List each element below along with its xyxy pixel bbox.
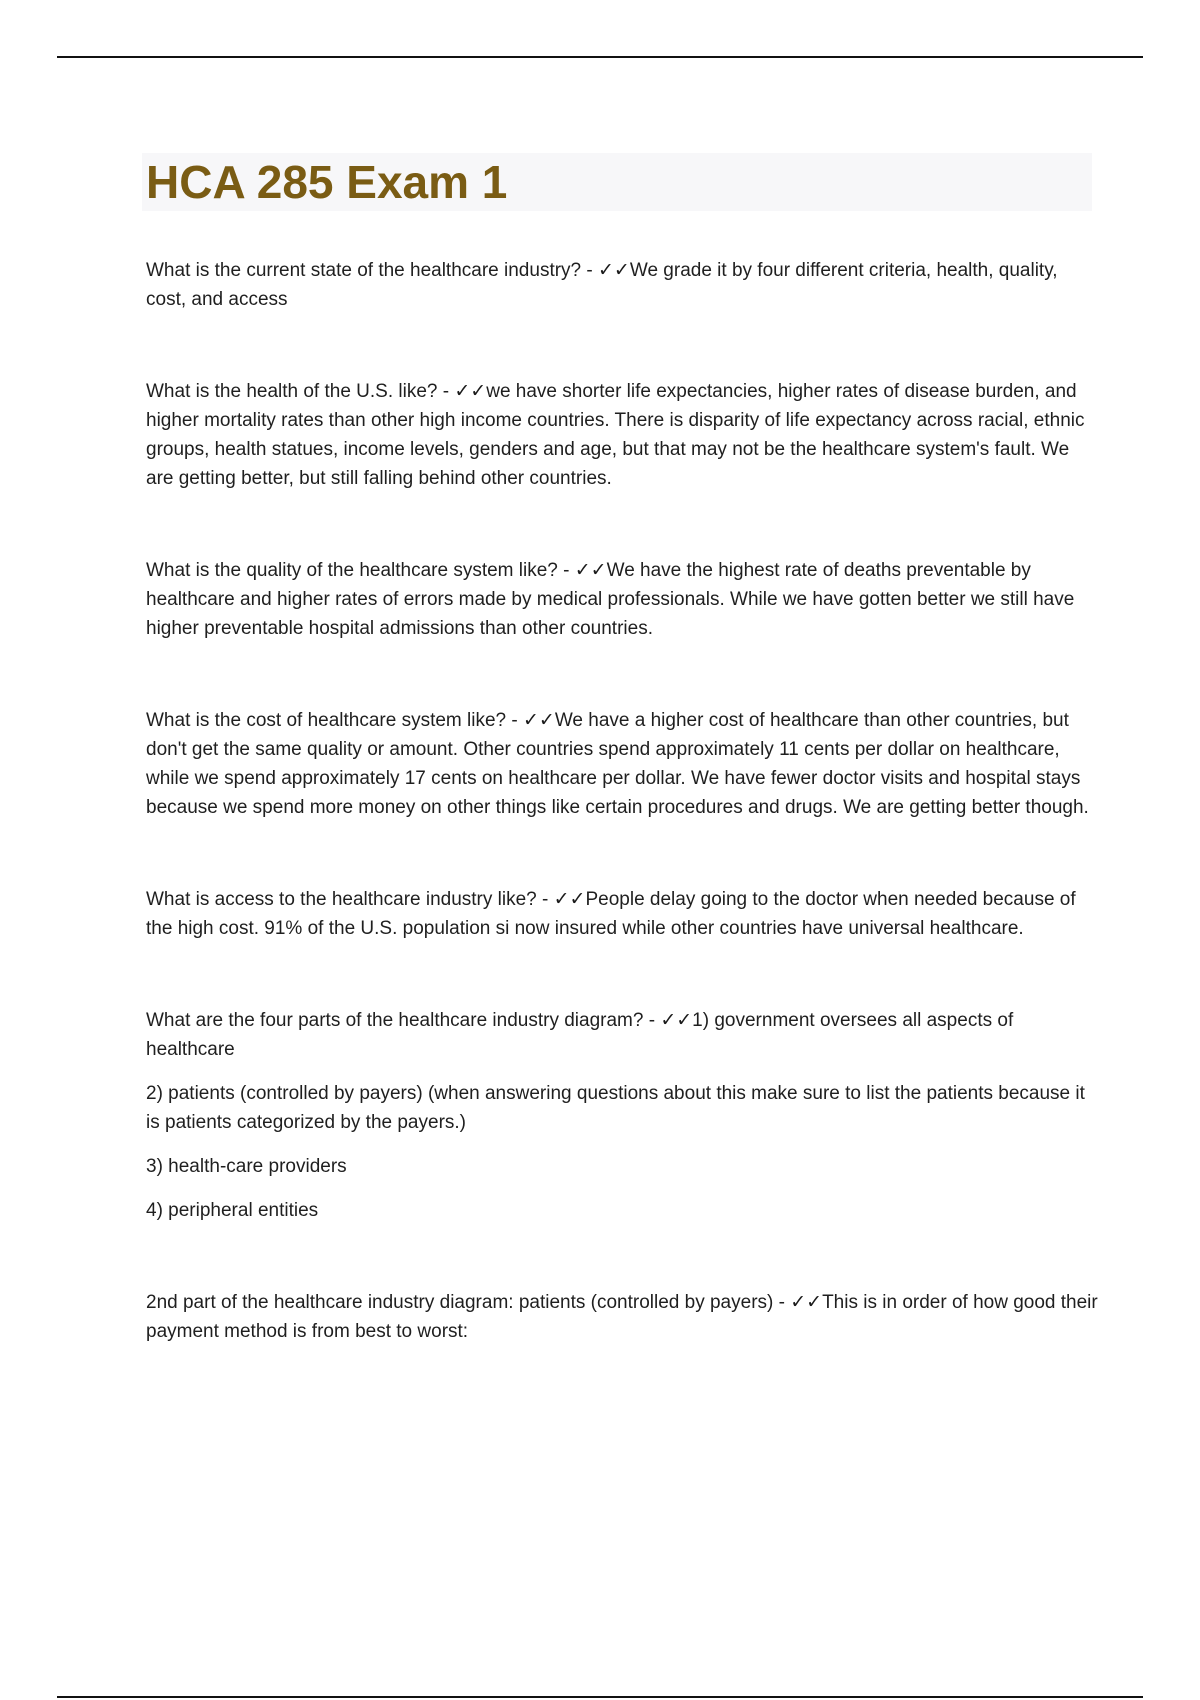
qa-list bbox=[146, 256, 1098, 1409]
answer-text: This is in order of how good their payment method is from best to worst: bbox=[146, 1292, 1098, 1342]
question-text: What are the four parts of the healthcare industry diagram? - bbox=[146, 1010, 661, 1031]
qa-text bbox=[146, 1006, 1098, 1064]
answer-text: 1) government oversees all aspects of healthcare bbox=[146, 1010, 1014, 1060]
answer-text: We have a higher cost of healthcare than other countries, but don't get the same quality or amount. Other countries spend approximately 11 cents per dollar on healthcare, while we spend approximately 17 cents on healthcare per dollar. We have fewer doctor visits and hospital stays because we spend more money on other things like certain procedures and drugs. We are getting better though. bbox=[146, 710, 1089, 818]
list-item: 4) peripheral entities bbox=[146, 1200, 319, 1221]
question-text: What is access to the healthcare industry like? - bbox=[146, 889, 554, 910]
qa-item-7 bbox=[146, 1288, 1098, 1346]
list-item: 3) health-care providers bbox=[146, 1156, 347, 1177]
question-text: What is the cost of healthcare system like? - bbox=[146, 710, 523, 731]
qa-text bbox=[146, 377, 1098, 493]
qa-item-1 bbox=[146, 256, 1098, 314]
question-text: What is the current state of the healthcare industry? - bbox=[146, 260, 599, 281]
qa-text bbox=[146, 885, 1098, 943]
checkmark-icon: ✓✓ bbox=[660, 1009, 693, 1031]
checkmark-icon: ✓✓ bbox=[598, 259, 630, 281]
checkmark-icon: ✓✓ bbox=[574, 559, 607, 581]
qa-item-2 bbox=[146, 377, 1098, 493]
checkmark-icon: ✓✓ bbox=[790, 1291, 823, 1313]
list-item: 2) patients (controlled by payers) (when answering questions about this make sure to list the patients because it is patients categorized by the payers.) bbox=[146, 1083, 1085, 1133]
footer-rule bbox=[57, 1696, 1143, 1698]
document-title: HCA 285 Exam 1 bbox=[146, 156, 508, 208]
checkmark-icon: ✓✓ bbox=[523, 709, 555, 731]
header-rule bbox=[57, 56, 1143, 58]
answer-text: we have shorter life expectancies, higher rates of disease burden, and higher mortality rates than other high income countries. There is disparity of life expectancy across racial, ethnic groups, health statues, income levels, genders and age, but that may not be the healthcare system's fault. We are getting better, but still falling behind other countries. bbox=[146, 381, 1085, 489]
qa-item-6 bbox=[146, 1006, 1098, 1225]
answer-text: We grade it by four different criteria, health, quality, cost, and access bbox=[146, 260, 1058, 310]
qa-text bbox=[146, 556, 1098, 643]
question-text: 2nd part of the healthcare industry diagram: patients (controlled by payers) - bbox=[146, 1292, 791, 1313]
answer-text: We have the highest rate of deaths preventable by healthcare and higher rates of errors made by medical professionals. While we have gotten better we still have higher preventable hospital admissions than other countries. bbox=[146, 560, 1075, 639]
qa-item-3 bbox=[146, 556, 1098, 643]
answer-text: People delay going to the doctor when needed because of the high cost. 91% of the U.S. population si now insured while other countries have universal healthcare. bbox=[146, 889, 1076, 939]
checkmark-icon: ✓✓ bbox=[553, 888, 586, 910]
qa-item-5 bbox=[146, 885, 1098, 943]
qa-text bbox=[146, 706, 1098, 822]
qa-item-4 bbox=[146, 706, 1098, 822]
qa-text bbox=[146, 256, 1098, 314]
question-text: What is the quality of the healthcare system like? - bbox=[146, 560, 575, 581]
question-text: What is the health of the U.S. like? - bbox=[146, 381, 455, 402]
checkmark-icon: ✓✓ bbox=[454, 380, 487, 402]
qa-text bbox=[146, 1288, 1098, 1346]
